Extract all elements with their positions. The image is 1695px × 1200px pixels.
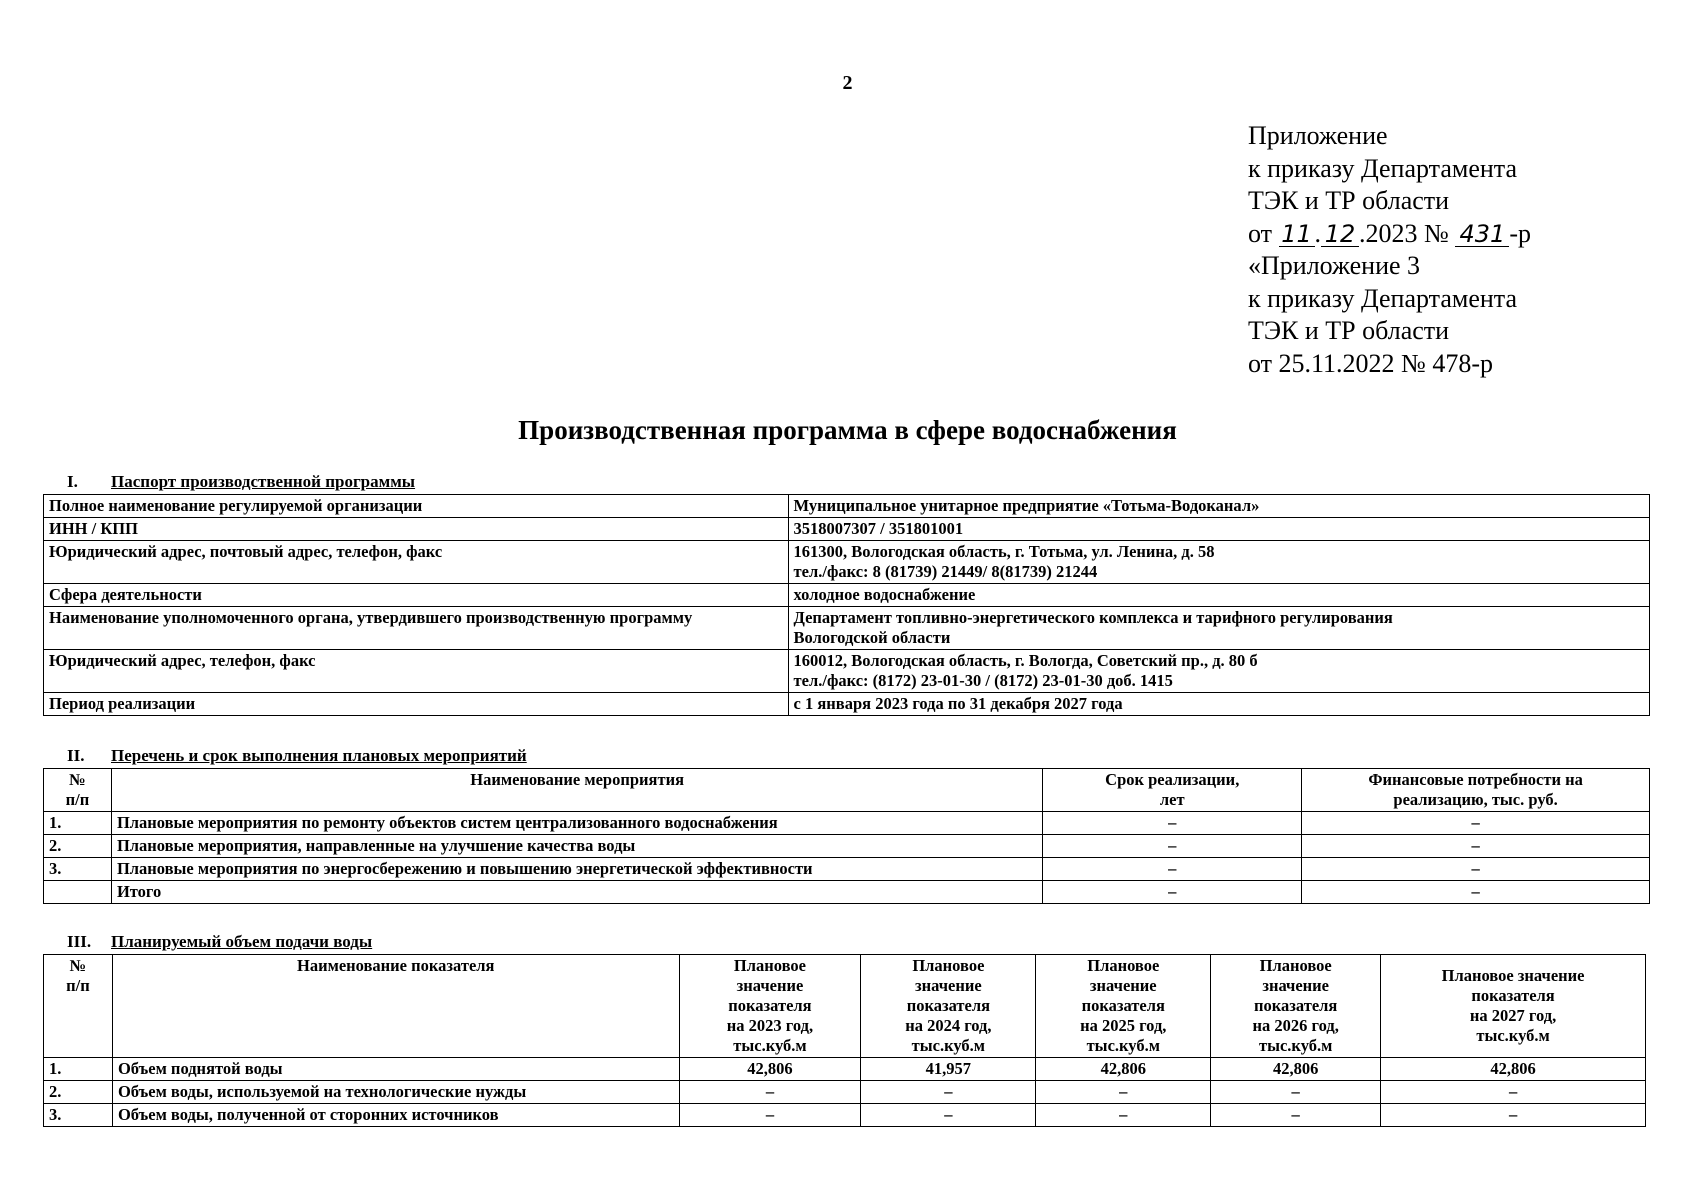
- header-name: Наименование мероприятия: [111, 769, 1042, 812]
- value-line: Вологодской области: [793, 628, 951, 647]
- row-label: Юридический адрес, почтовый адрес, телефон, факс: [44, 541, 789, 584]
- header-2025: Плановое значение показателя на 2025 год, тыс.куб.м: [1036, 955, 1211, 1058]
- section-number: II.: [67, 746, 85, 765]
- section-3-heading: [43, 932, 372, 952]
- section-title: Планируемый объем подачи воды: [111, 932, 373, 951]
- appendix-line: к приказу Департамента: [1248, 153, 1518, 183]
- value-line: 160012, Вологодская область, г. Вологда, Советский пр., д. 80 б: [793, 651, 1258, 670]
- row-value: с 1 января 2023 года по 31 декабря 2027 года: [788, 693, 1649, 716]
- value-2023: –: [679, 1081, 861, 1104]
- passport-table: [43, 494, 1650, 716]
- appendix-line: Приложение: [1248, 121, 1388, 150]
- row-num: 3.: [44, 858, 112, 881]
- row-term: –: [1043, 881, 1302, 904]
- header-2023: Плановое значение показателя на 2023 год, тыс.куб.м: [679, 955, 861, 1058]
- document-title: Производственная программа в сфере водоснабжения: [518, 415, 1177, 445]
- appendix-line: к приказу Департамента: [1248, 283, 1518, 313]
- header-name: Наименование показателя: [112, 955, 679, 1058]
- page-number: 2: [842, 72, 853, 94]
- value-2023: 42,806: [679, 1058, 861, 1081]
- table-row-total: [44, 881, 1650, 904]
- value-line: тел./факс: 8 (81739) 21449/ 8(81739) 21244: [793, 562, 1098, 581]
- value-2024: –: [861, 1081, 1036, 1104]
- value-2026: –: [1211, 1104, 1381, 1127]
- row-value: [788, 607, 1649, 650]
- row-name: Плановые мероприятия, направленные на улучшение качества воды: [111, 835, 1042, 858]
- value-2023: –: [679, 1104, 861, 1127]
- table-row: [44, 858, 1650, 881]
- row-num: 3.: [44, 1104, 113, 1127]
- value-2025: –: [1036, 1104, 1211, 1127]
- handwritten-order-number: 431: [1455, 222, 1509, 247]
- water-volume-table: [43, 954, 1646, 1127]
- section-title: Паспорт производственной программы: [111, 472, 416, 491]
- table-row: [44, 650, 1650, 693]
- table-row: [44, 584, 1650, 607]
- row-label: ИНН / КПП: [44, 518, 789, 541]
- row-name: Плановые мероприятия по ремонту объектов систем централизованного водоснабжения: [111, 812, 1042, 835]
- header-finance: Финансовые потребности на реализацию, тыс. руб.: [1302, 769, 1650, 812]
- row-value: [788, 650, 1649, 693]
- date-year: .2023 №: [1359, 218, 1449, 248]
- appendix-date-line: от 11 . 12 .2023 № 431 -р: [1248, 218, 1532, 248]
- handwritten-month: 12: [1321, 222, 1359, 247]
- header-2024: Плановое значение показателя на 2024 год, тыс.куб.м: [861, 955, 1036, 1058]
- row-term: –: [1043, 858, 1302, 881]
- row-num: 1.: [44, 1058, 113, 1081]
- value-line: Департамент топливно-энергетического комплекса и тарифного регулирования: [793, 608, 1393, 627]
- table-row: [44, 495, 1650, 518]
- header-2027: Плановое значение показателя на 2027 год, тыс.куб.м: [1381, 955, 1646, 1058]
- section-title: Перечень и срок выполнения плановых мероприятий: [111, 746, 527, 765]
- row-value: 3518007307 / 351801001: [788, 518, 1649, 541]
- value-2025: 42,806: [1036, 1058, 1211, 1081]
- table-row: [44, 1081, 1646, 1104]
- row-label: Полное наименование регулируемой организации: [44, 495, 789, 518]
- header-num: № п/п: [44, 955, 113, 1058]
- row-num: 1.: [44, 812, 112, 835]
- appendix-line: от 25.11.2022 № 478-р: [1248, 348, 1494, 378]
- section-number: III.: [67, 932, 92, 951]
- section-number: I.: [67, 472, 78, 491]
- table-row: [44, 1058, 1646, 1081]
- section-1-heading: [43, 472, 415, 492]
- row-value: Муниципальное унитарное предприятие «Тотьма-Водоканал»: [788, 495, 1649, 518]
- value-line: тел./факс: (8172) 23-01-30 / (8172) 23-01-30 доб. 1415: [793, 671, 1173, 690]
- table-header-row: [44, 955, 1646, 1058]
- date-prefix: от: [1248, 218, 1273, 248]
- section-2-heading: [43, 746, 527, 766]
- header-num: № п/п: [44, 769, 112, 812]
- row-name: Плановые мероприятия по энергосбережению и повышению энергетической эффективности: [111, 858, 1042, 881]
- value-2027: 42,806: [1381, 1058, 1646, 1081]
- table-row: [44, 1104, 1646, 1127]
- table-row: [44, 693, 1650, 716]
- row-name: Объем поднятой воды: [112, 1058, 679, 1081]
- row-finance: –: [1302, 812, 1650, 835]
- value-2025: –: [1036, 1081, 1211, 1104]
- row-finance: –: [1302, 881, 1650, 904]
- value-2024: –: [861, 1104, 1036, 1127]
- row-name: Итого: [111, 881, 1042, 904]
- value-2026: 42,806: [1211, 1058, 1381, 1081]
- row-name: Объем воды, используемой на технологические нужды: [112, 1081, 679, 1104]
- row-num: [44, 881, 112, 904]
- measures-table: [43, 768, 1650, 904]
- row-value: [788, 541, 1649, 584]
- row-num: 2.: [44, 1081, 113, 1104]
- appendix-line: ТЭК и ТР области: [1248, 186, 1450, 215]
- row-name: Объем воды, полученной от сторонних источников: [112, 1104, 679, 1127]
- table-row: [44, 607, 1650, 650]
- table-row: [44, 541, 1650, 584]
- value-2026: –: [1211, 1081, 1381, 1104]
- table-header-row: [44, 769, 1650, 812]
- value-2027: –: [1381, 1081, 1646, 1104]
- table-row: [44, 812, 1650, 835]
- appendix-line: «Приложение 3: [1248, 251, 1421, 280]
- row-label: Сфера деятельности: [44, 584, 789, 607]
- handwritten-day: 11: [1279, 222, 1315, 247]
- row-term: –: [1043, 812, 1302, 835]
- header-term: Срок реализации, лет: [1043, 769, 1302, 812]
- value-2027: –: [1381, 1104, 1646, 1127]
- row-term: –: [1043, 835, 1302, 858]
- row-finance: –: [1302, 858, 1650, 881]
- appendix-block: [1248, 120, 1531, 380]
- row-label: Наименование уполномоченного органа, утвердившего производственную программу: [44, 607, 789, 650]
- row-label: Период реализации: [44, 693, 789, 716]
- row-finance: –: [1302, 835, 1650, 858]
- order-suffix: -р: [1509, 218, 1532, 248]
- row-value: холодное водоснабжение: [788, 584, 1649, 607]
- value-2024: 41,957: [861, 1058, 1036, 1081]
- appendix-line: ТЭК и ТР области: [1248, 316, 1450, 345]
- table-row: [44, 835, 1650, 858]
- table-row: [44, 518, 1650, 541]
- row-label: Юридический адрес, телефон, факс: [44, 650, 789, 693]
- header-2026: Плановое значение показателя на 2026 год, тыс.куб.м: [1211, 955, 1381, 1058]
- value-line: 161300, Вологодская область, г. Тотьма, ул. Ленина, д. 58: [793, 542, 1215, 561]
- row-num: 2.: [44, 835, 112, 858]
